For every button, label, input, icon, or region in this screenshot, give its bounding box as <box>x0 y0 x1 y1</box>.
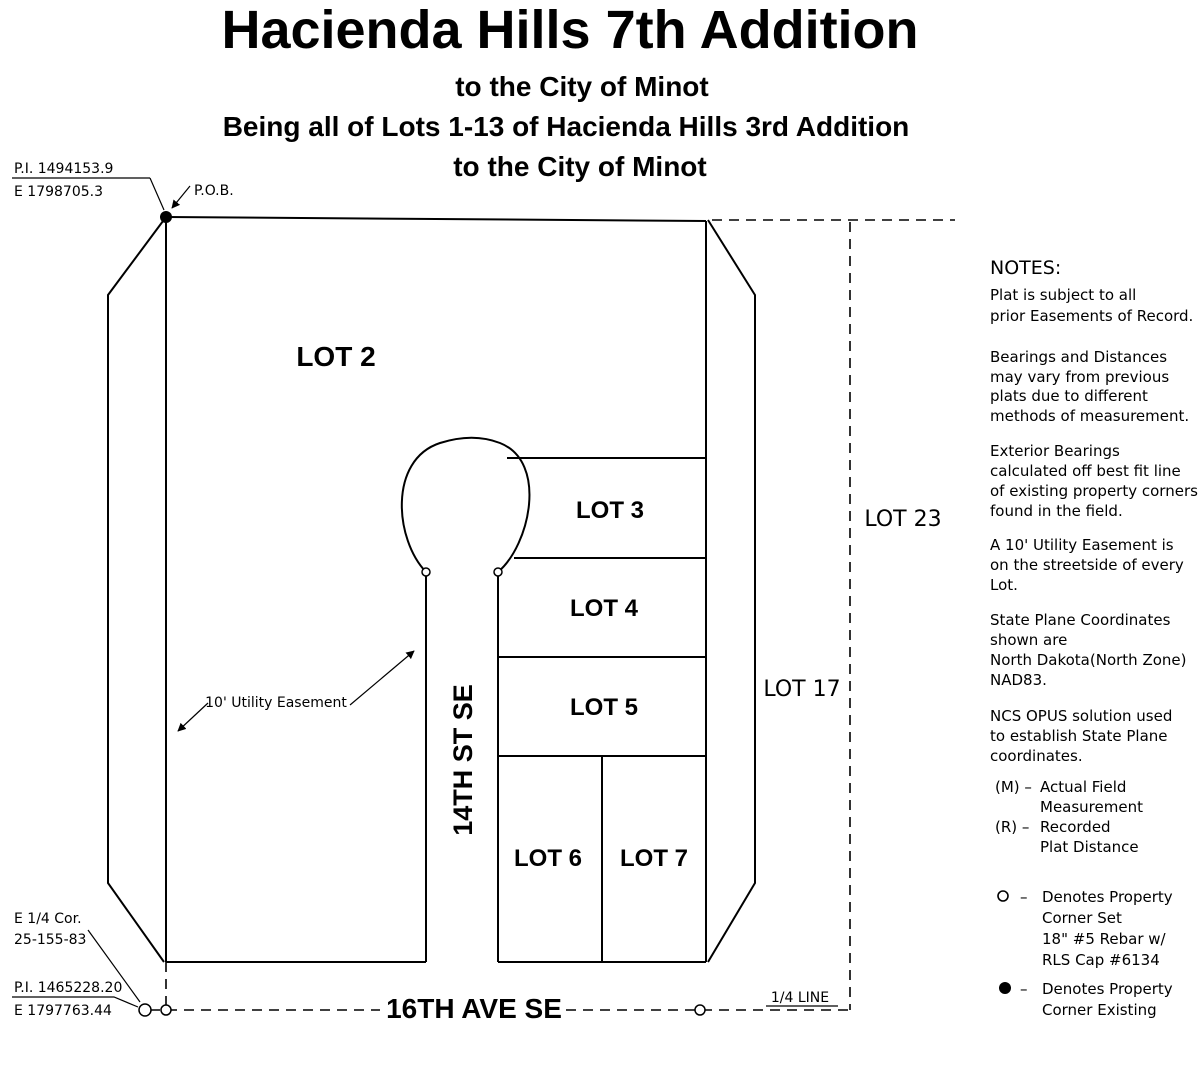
quarter-line-label: 1/4 LINE <box>770 990 830 1006</box>
legend-open-text: 18" #5 Rebar w/ <box>1042 930 1166 948</box>
outer-boundary-left <box>108 217 166 962</box>
note-line: prior Easements of Record. <box>990 307 1194 325</box>
legend-open-text: Corner Set <box>1042 909 1122 927</box>
outer-boundary-right <box>708 220 755 962</box>
quarter-corner-label-1: E 1/4 Cor. <box>14 911 82 927</box>
note-line: calculated off best fit line <box>990 462 1181 480</box>
plat-north-line <box>166 217 706 221</box>
street-14th-label: 14TH ST SE <box>448 684 478 836</box>
note-line: North Dakota(North Zone) <box>990 651 1187 669</box>
quarter-corner-northing: P.I. 1465228.20 <box>14 980 123 996</box>
note-line: to establish State Plane <box>990 727 1168 745</box>
lot17-label: LOT 17 <box>763 677 841 702</box>
note-line: Exterior Bearings <box>990 442 1120 460</box>
plat-title: Hacienda Hills 7th Addition <box>221 0 919 60</box>
note-line: coordinates. <box>990 747 1083 765</box>
note-line: shown are <box>990 631 1068 649</box>
note-line: methods of measurement. <box>990 407 1190 425</box>
lot23-label: LOT 23 <box>864 507 942 532</box>
legend-open-dash: – <box>1020 888 1028 906</box>
quarter-corner-easting: E 1797763.44 <box>14 1003 112 1019</box>
pob-corner-existing-marker <box>160 211 172 223</box>
easement-arrow-right <box>350 651 414 705</box>
legend-r-symbol: (R) – <box>995 818 1030 836</box>
lot4-label: LOT 4 <box>569 595 639 622</box>
pob-easting: E 1798705.3 <box>14 184 104 200</box>
easement-label: 10' Utility Easement <box>205 695 347 711</box>
quarter-corner-marker <box>139 1004 151 1016</box>
corner-set-marker <box>422 568 430 576</box>
lot5-label: LOT 5 <box>569 694 639 721</box>
note-line: may vary from previous <box>990 368 1170 386</box>
street-16th-label: 16TH AVE SE <box>386 993 562 1024</box>
lot2-label: LOT 2 <box>296 341 376 372</box>
notes-heading: NOTES: <box>990 257 1062 279</box>
note-line: plats due to different <box>990 387 1148 405</box>
legend-m-text: Measurement <box>1040 798 1143 816</box>
legend-filled-text: Denotes Property <box>1042 980 1173 998</box>
legend-filled-circle-icon <box>999 982 1011 994</box>
lot7-label: LOT 7 <box>619 845 689 872</box>
plat-subtitle-line-2: Being all of Lots 1-13 of Hacienda Hills 3rd Addition <box>222 111 910 142</box>
note-line: NAD83. <box>990 671 1047 689</box>
legend-open-text: RLS Cap #6134 <box>1042 951 1160 969</box>
note-line: on the streetside of every <box>990 556 1184 574</box>
note-line: A 10' Utility Easement is <box>990 536 1174 554</box>
pob-northing: P.I. 1494153.9 <box>14 161 114 177</box>
lot3-label: LOT 3 <box>575 497 645 524</box>
pob-label: P.O.B. <box>194 183 234 199</box>
legend-open-text: Denotes Property <box>1042 888 1173 906</box>
pob-leader <box>150 178 164 210</box>
corner-set-marker <box>695 1005 705 1015</box>
legend-open-circle-icon <box>998 891 1008 901</box>
pob-arrow <box>172 186 190 208</box>
note-line: Plat is subject to all <box>990 286 1137 304</box>
legend-filled-text: Corner Existing <box>1042 1001 1157 1019</box>
legend-r-text: Plat Distance <box>1040 838 1139 856</box>
note-line: of existing property corners <box>990 482 1198 500</box>
plat-subtitle-line-3: to the City of Minot <box>453 151 707 182</box>
plat-subtitle-line-1: to the City of Minot <box>455 71 709 102</box>
lot6-label: LOT 6 <box>513 845 583 872</box>
note-line: found in the field. <box>990 502 1123 520</box>
legend-filled-dash: – <box>1020 980 1028 998</box>
corner-set-marker <box>494 568 502 576</box>
legend-r-text: Recorded <box>1040 818 1111 836</box>
note-line: Bearings and Distances <box>990 348 1168 366</box>
note-line: NCS OPUS solution used <box>990 707 1173 725</box>
quarter-corner-label-2: 25-155-83 <box>14 932 87 948</box>
easement-arrow-left <box>178 703 208 731</box>
note-line: Lot. <box>990 576 1018 594</box>
corner-set-marker <box>161 1005 171 1015</box>
legend-m-text: Actual Field <box>1040 778 1127 796</box>
note-line: State Plane Coordinates <box>990 611 1171 629</box>
legend-m-symbol: (M) – <box>995 778 1032 796</box>
